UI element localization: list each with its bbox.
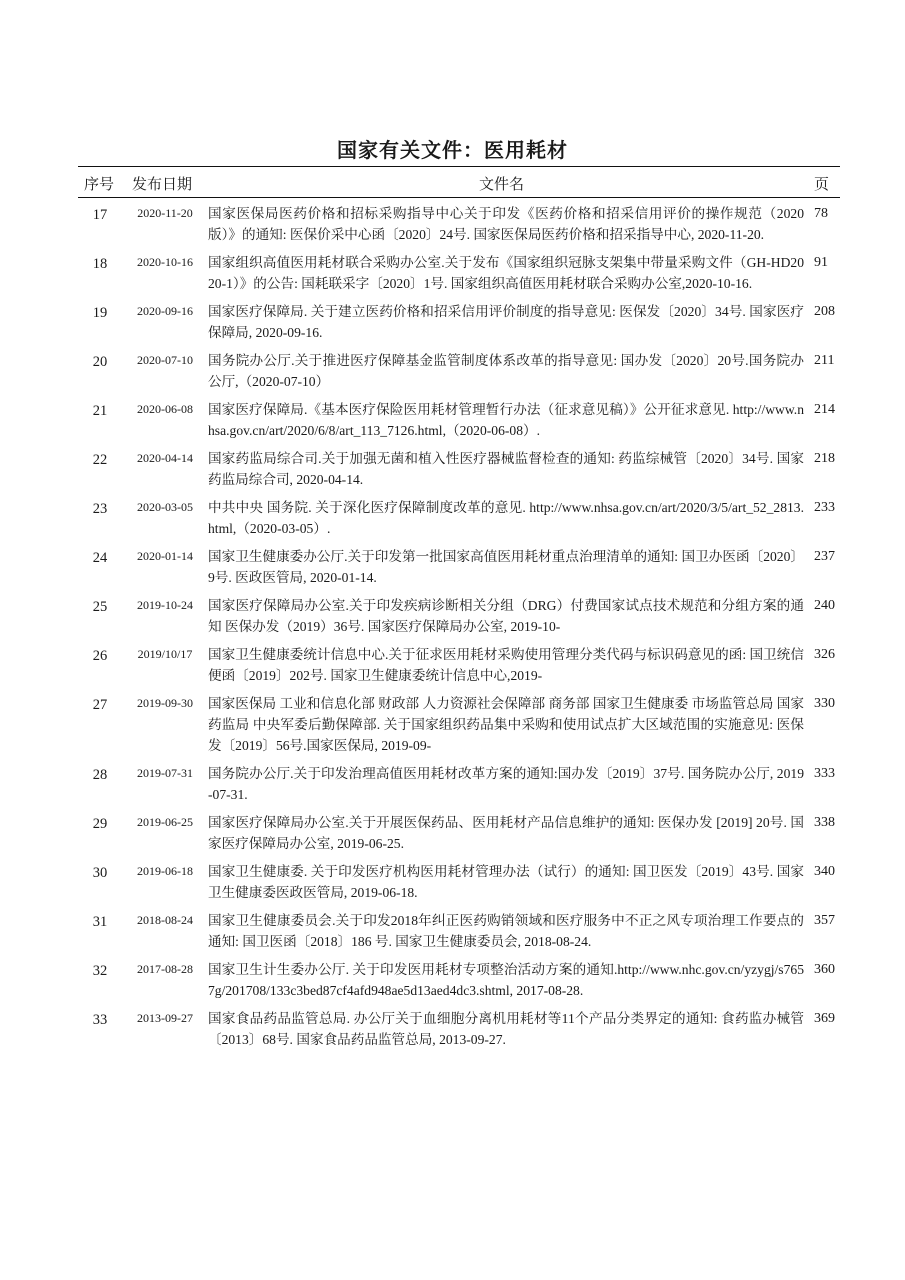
row-document-name: 国家卫生健康委办公厅.关于印发第一批国家高值医用耗材重点治理清单的通知: 国卫办医函〔2020〕9号. 医政医管局, 2020-01-14. xyxy=(208,549,804,585)
header-no: 序号 xyxy=(84,175,115,193)
row-document-name: 国家卫生计生委办公厅. 关于印发医用耗材专项整治活动方案的通知.http://www.nhc.gov.cn/yzygj/s7657g/201708/133c3bed87cf4afd948ae5d13aed4dc3.shtml, 2017-08-28. xyxy=(208,962,804,998)
row-page-number: 78 xyxy=(814,206,828,221)
row-number: 24 xyxy=(92,550,108,566)
row-number: 27 xyxy=(92,697,108,713)
table-row xyxy=(78,959,840,1001)
row-document-name: 国家医疗保障局.《基本医疗保险医用耗材管理暂行办法（征求意见稿）》公开征求意见. http://www.nhsa.gov.cn/art/2020/6/8/art_113_7126.html,（2020-06-08）. xyxy=(208,402,804,438)
row-number: 30 xyxy=(92,865,108,881)
row-number: 29 xyxy=(92,816,108,832)
row-document-name: 国家医疗保障局. 关于建立医药价格和招采信用评价制度的指导意见: 医保发〔2020〕34号. 国家医疗保障局, 2020-09-16. xyxy=(208,304,804,340)
row-page-number: 340 xyxy=(814,864,835,879)
row-date: 2019-06-25 xyxy=(137,815,193,829)
table-row xyxy=(78,910,840,952)
row-date: 2019-10-24 xyxy=(137,598,193,612)
row-date: 2019/10/17 xyxy=(137,647,193,661)
row-page-number: 333 xyxy=(814,766,835,781)
row-number: 21 xyxy=(92,403,108,419)
row-document-name: 国家医保局医药价格和招标采购指导中心关于印发《医药价格和招采信用评价的操作规范（2020版）》的通知: 医保价采中心函〔2020〕24号. 国家医保局医药价格和招采指导中心, 2020-11-20. xyxy=(208,206,804,242)
row-document-name: 国家医疗保障局办公室.关于印发疾病诊断相关分组（DRG）付费国家试点技术规范和分组方案的通知 医保办发（2019）36号. 国家医疗保障局办公室, 2019-10- xyxy=(208,598,804,634)
row-page-number: 237 xyxy=(814,549,835,564)
table-row xyxy=(78,497,840,539)
row-date: 2020-07-10 xyxy=(137,353,193,367)
row-page-number: 211 xyxy=(814,353,835,368)
table-row xyxy=(78,301,840,343)
table-row xyxy=(78,1008,840,1050)
row-page-number: 326 xyxy=(814,647,835,662)
row-page-number: 338 xyxy=(814,815,835,830)
row-page-number: 240 xyxy=(814,598,835,613)
row-number: 32 xyxy=(92,963,108,979)
header-date: 发布日期 xyxy=(132,175,193,193)
row-page-number: 360 xyxy=(814,962,835,977)
table-row xyxy=(78,763,840,805)
row-page-number: 233 xyxy=(814,500,835,515)
table-row xyxy=(78,203,840,245)
row-date: 2019-06-18 xyxy=(137,864,193,878)
table-row xyxy=(78,812,840,854)
row-document-name: 国家组织高值医用耗材联合采购办公室.关于发布《国家组织冠脉支架集中带量采购文件（GH-HD2020-1）》的公告: 国耗联采字〔2020〕1号. 国家组织高值医用耗材联合采购办公室,2020-10-16. xyxy=(208,255,804,291)
table-row xyxy=(78,546,840,588)
row-document-name: 国家药监局综合司.关于加强无菌和植入性医疗器械监督检查的通知: 药监综械管〔2020〕34号. 国家药监局综合司, 2020-04-14. xyxy=(208,451,804,487)
row-document-name: 国家卫生健康委. 关于印发医疗机构医用耗材管理办法（试行）的通知: 国卫医发〔2019〕43号. 国家卫生健康委医政医管局, 2019-06-18. xyxy=(208,864,804,900)
row-date: 2019-07-31 xyxy=(137,766,193,780)
row-date: 2018-08-24 xyxy=(137,913,193,927)
row-number: 28 xyxy=(92,767,108,783)
row-date: 2020-09-16 xyxy=(137,304,193,318)
row-date: 2020-10-16 xyxy=(137,255,193,269)
row-document-name: 国务院办公厅.关于印发治理高值医用耗材改革方案的通知:国办发〔2019〕37号. 国务院办公厅, 2019-07-31. xyxy=(208,766,804,802)
row-number: 33 xyxy=(92,1012,108,1028)
table-row xyxy=(78,350,840,392)
header-page: 页 xyxy=(814,175,830,193)
row-date: 2019-09-30 xyxy=(137,696,193,710)
row-document-name: 国家卫生健康委员会.关于印发2018年纠正医药购销领域和医疗服务中不正之风专项治理工作要点的通知: 国卫医函〔2018〕186 号. 国家卫生健康委员会, 2018-08-24. xyxy=(208,913,804,949)
table-row xyxy=(78,861,840,903)
row-date: 2020-03-05 xyxy=(137,500,193,514)
row-number: 23 xyxy=(92,501,108,517)
row-page-number: 208 xyxy=(814,304,835,319)
row-page-number: 214 xyxy=(814,402,835,417)
table-top-rule xyxy=(78,166,840,167)
row-number: 19 xyxy=(92,305,108,321)
row-document-name: 中共中央 国务院. 关于深化医疗保障制度改革的意见. http://www.nhsa.gov.cn/art/2020/3/5/art_52_2813.html,（2020-03-05）. xyxy=(208,500,804,536)
table-row xyxy=(78,252,840,294)
row-document-name: 国家医疗保障局办公室.关于开展医保药品、医用耗材产品信息维护的通知: 医保办发 [2019] 20号. 国家医疗保障局办公室, 2019-06-25. xyxy=(208,815,804,851)
row-number: 31 xyxy=(92,914,108,930)
row-number: 17 xyxy=(92,207,108,223)
header-name: 文件名 xyxy=(479,175,525,193)
row-page-number: 91 xyxy=(814,255,828,270)
table-header-rule xyxy=(78,197,840,198)
row-document-name: 国家医保局 工业和信息化部 财政部 人力资源社会保障部 商务部 国家卫生健康委 市场监管总局 国家药监局 中央军委后勤保障部. 关于国家组织药品集中采购和使用试点扩大区域范围的实施意见: 医保发〔2019〕56号.国家医保局, 2019-09- xyxy=(208,696,804,753)
row-page-number: 330 xyxy=(814,696,835,711)
row-number: 18 xyxy=(92,256,108,272)
row-date: 2020-01-14 xyxy=(137,549,193,563)
row-date: 2017-08-28 xyxy=(137,962,193,976)
row-document-name: 国家食品药品监管总局. 办公厅关于血细胞分离机用耗材等11个产品分类界定的通知: 食药监办械管〔2013〕68号. 国家食品药品监管总局, 2013-09-27. xyxy=(208,1011,804,1047)
row-date: 2020-06-08 xyxy=(137,402,193,416)
row-date: 2020-04-14 xyxy=(137,451,193,465)
row-page-number: 369 xyxy=(814,1011,835,1026)
table-row xyxy=(78,399,840,441)
row-document-name: 国务院办公厅.关于推进医疗保障基金监管制度体系改革的指导意见: 国办发〔2020〕20号.国务院办公厅,（2020-07-10） xyxy=(208,353,804,389)
table-row xyxy=(78,693,840,756)
page-title: 国家有关文件：医用耗材 xyxy=(337,138,568,162)
row-date: 2020-11-20 xyxy=(137,206,193,220)
row-document-name: 国家卫生健康委统计信息中心.关于征求医用耗材采购使用管理分类代码与标识码意见的函: 国卫统信便函〔2019〕202号. 国家卫生健康委统计信息中心,2019- xyxy=(208,647,804,683)
row-number: 20 xyxy=(92,354,108,370)
table-row xyxy=(78,448,840,490)
table-row xyxy=(78,595,840,637)
row-number: 26 xyxy=(92,648,108,664)
row-number: 25 xyxy=(92,599,108,615)
table-row xyxy=(78,644,840,686)
row-number: 22 xyxy=(92,452,108,468)
row-page-number: 218 xyxy=(814,451,835,466)
document-table xyxy=(78,203,840,1057)
row-date: 2013-09-27 xyxy=(137,1011,193,1025)
row-page-number: 357 xyxy=(814,913,835,928)
